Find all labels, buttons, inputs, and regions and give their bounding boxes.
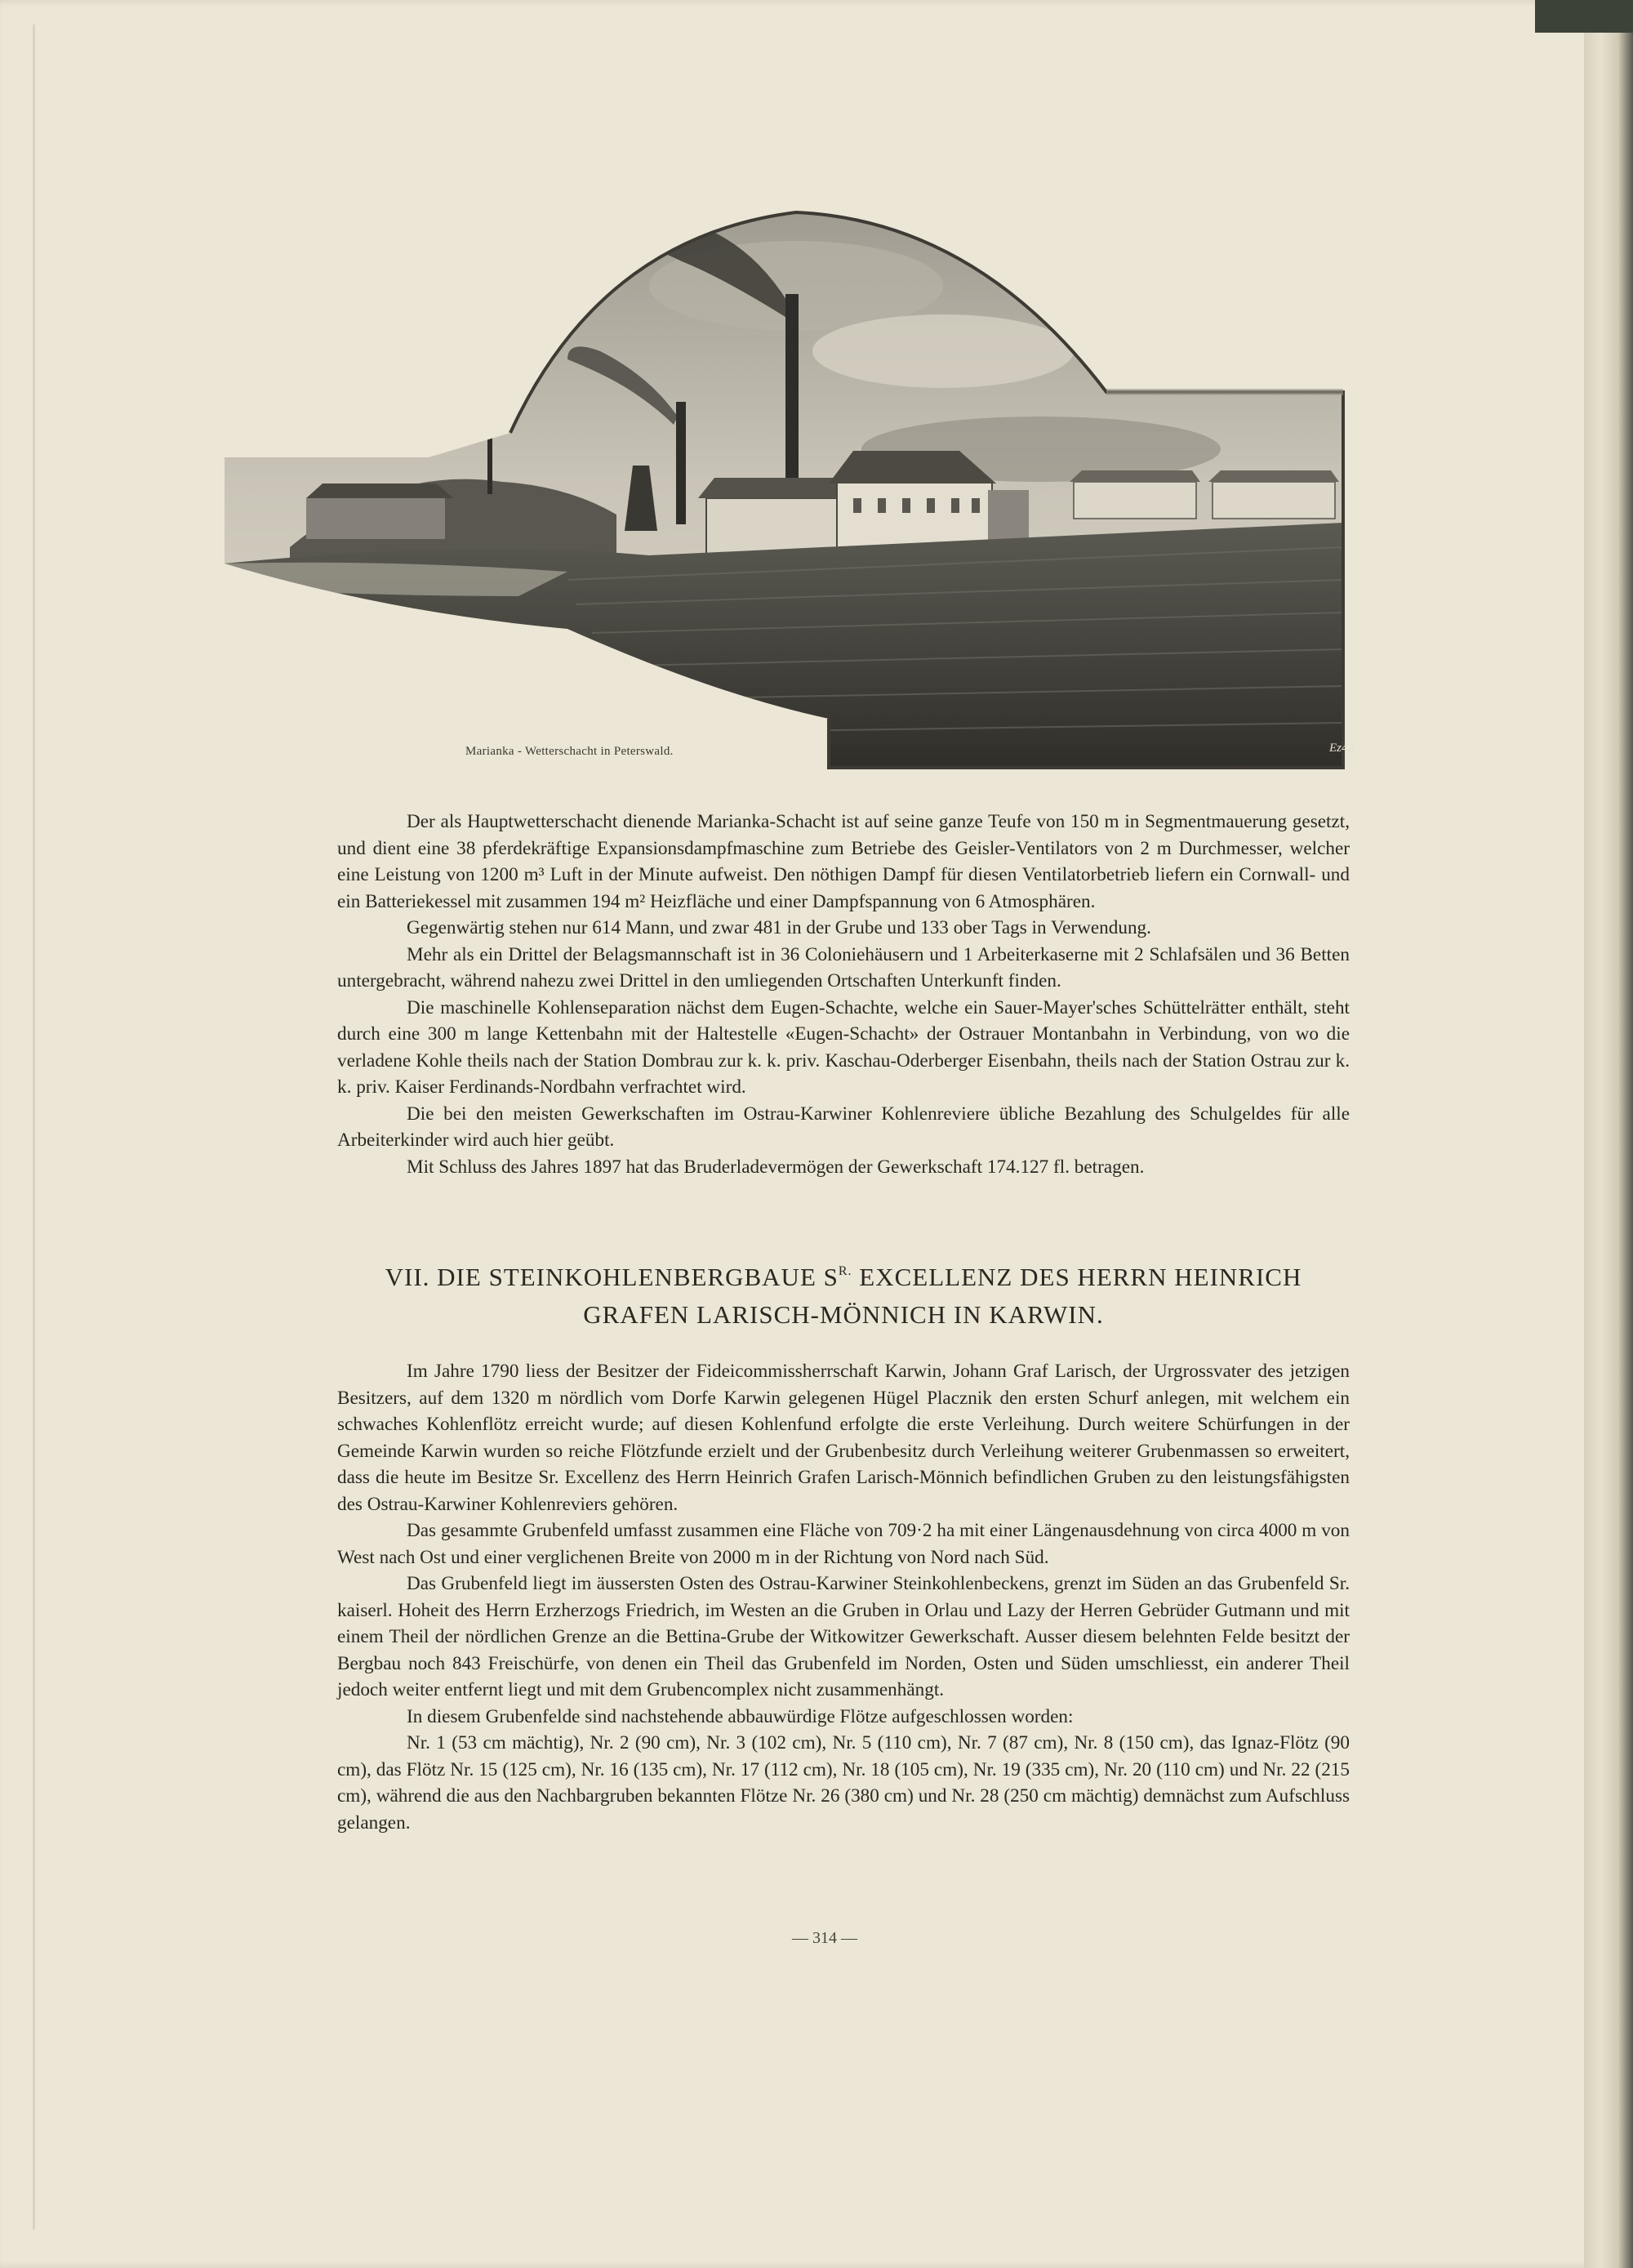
page-gutter-line [33,25,35,2230]
book-binding [1535,0,1633,33]
figure-caption: Marianka - Wetterschacht in Peterswald. [465,745,674,758]
paragraph: In diesem Grubenfelde sind nachstehende abbauwürdige Flötze aufgeschlossen worden: [407,1705,1074,1727]
heading-line-1-sup: R. [838,1264,852,1278]
page-number: — 314 — [792,1929,857,1947]
heading-line-2: GRAFEN LARISCH-MÖNNICH IN KARWIN. [583,1300,1104,1329]
paragraph: Das Grubenfeld liegt im äussersten Osten des Ostrau-Karwiner Steinkohlenbeckens, grenzt im Süden an das Grubenfeld Sr. kaiserl. Hoheit des Herrn Erzherzogs Friedrich, im Westen an die Gruben in Orlau und Lazy der Herren Gebrüder Gutmann und mit einem Theil der nördlichen Grenze an die Bettina-Grube der Witkowitzer Gewerkschaft. Ausser diesem belehnten Felde besitzt der Bergbau noch 843 Freischürfe, von denen ein Theil das Grubenfeld im Norden, Osten und Süden umschliesst, ein anderer Theil jedoch weiter entfernt liegt und mit dem Grubencomplex nicht zusammenhängt. [337,1573,1350,1700]
illustration-marianka-shaft [225,188,1354,776]
engraving-image [225,188,1351,776]
heading-line-1 [337,1253,1350,1296]
paragraph: Im Jahre 1790 liess der Besitzer der Fideicommissherrschaft Karwin, Johann Graf Larisch, der Urgrossvater des jetzigen Besitzers, auf dem 1320 m nördlich vom Dorfe Karwin gelegenen Hügel Placznik den ersten Schurf anlegen, mit welchem ein schwaches Kohlenflötz erreicht wurde; auf diesen Kohlenfund erfolgte die erste Verleihung. Durch weitere Schürfungen in der Gemeinde Karwin wurden so reiche Flötzfunde erzielt und der Grubenbesitz durch Verleihung weiterer Grubenmassen so erweitert, dass die heute im Besitze Sr. Excellenz des Herrn Heinrich Grafen Larisch-Mönnich befindlichen Gruben zu den leistungsfähigsten des Ostrau-Karwiner Kohlenreviers gehören. [337,1361,1350,1515]
section1-text [337,809,1350,1180]
paragraph: Nr. 1 (53 cm mächtig), Nr. 2 (90 cm), Nr. 3 (102 cm), Nr. 5 (110 cm), Nr. 7 (87 cm), Nr. 8 (150 cm), das Ignaz-Flötz (90 cm), das Flötz Nr. 15 (125 cm), Nr. 16 (135 cm), Nr. 17 (112 cm), Nr. 18 (105 cm), Nr. 19 (335 cm), Nr. 20 (110 cm) und Nr. 22 (215 cm), während die aus den Nachbargruben bekannten Flötze Nr. 26 (380 cm) und Nr. 28 (250 cm mächtig) demnächst zum Aufschluss gelangen. [337,1732,1350,1834]
paragraph: Mehr als ein Drittel der Belagsmannschaft ist in 36 Coloniehäusern und 1 Arbeiterkaserne mit 2 Schlafsälen und 36 Betten untergebracht, während nahezu zwei Drittel in den umliegenden Ortschaften Unterkunft finden. [337,943,1350,991]
paragraph: Das gesammte Grubenfeld umfasst zusammen eine Fläche von 709·2 ha mit einer Längenausdehnung von circa 4000 m von West nach Ost und einer verglichenen Breite von 2000 m in der Richtung von Nord nach Süd. [337,1520,1350,1568]
paragraph: Gegenwärtig stehen nur 614 Mann, und zwar 481 in der Grube und 133 ober Tags in Verwendung. [407,917,1151,938]
paragraph: Mit Schluss des Jahres 1897 hat das Bruderladevermögen der Gewerkschaft 174.127 fl. betragen. [407,1156,1145,1178]
artist-signature: Ez42 [1329,742,1354,755]
page-edge [1584,25,1633,2268]
section2-text [337,1358,1350,1836]
paragraph: Die maschinelle Kohlenseparation nächst dem Eugen-Schachte, welche ein Sauer-Mayer'sches Schüttelrätter enthält, steht durch eine 300 m lange Kettenbahn mit der Haltestelle «Eugen-Schacht» der Ostrauer Montanbahn in Verbindung, von wo die verladene Kohle theils nach der Station Dombrau zur k. k. priv. Kaschau-Oderberger Eisenbahn, theils nach der Station Ostrau zur k. k. priv. Kaiser Ferdinands-Nordbahn verfrachtet wird. [337,996,1350,1098]
paragraph: Die bei den meisten Gewerkschaften im Ostrau-Karwiner Kohlenreviere übliche Bezahlung des Schulgeldes für alle Arbeiterkinder wird auch hier geübt. [337,1103,1350,1151]
heading-line-1-post: EXCELLENZ DES HERRN HEINRICH [852,1263,1302,1291]
chapter-heading [337,1253,1350,1334]
paragraph: Der als Hauptwetterschacht dienende Marianka-Schacht ist auf seine ganze Teufe von 150 m in Segmentmauerung gesetzt, und dient eine 38 pferdekräftige Expansionsdampfmaschine zum Betriebe des Geisler-Ventilators von 2 m Durchmesser, welcher eine Leistung von 1200 m³ Luft in der Minute aufweist. Den nöthigen Dampf für diesen Ventilatorbetrieb liefern ein Cornwall- und ein Batteriekessel mit zusammen 194 m² Heizfläche und einer Dampfspannung von 6 Atmosphären. [337,811,1350,912]
heading-line-1-pre: VII. DIE STEINKOHLENBERGBAUE S [385,1263,839,1291]
